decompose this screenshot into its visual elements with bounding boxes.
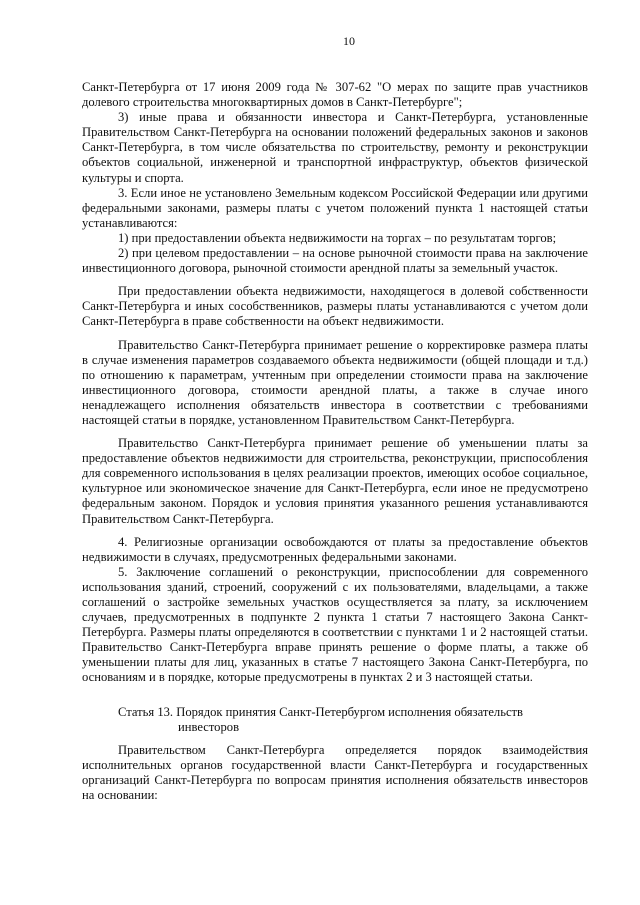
paragraph-shared-ownership: При предоставлении объекта недвижимости, находящегося в долевой собственности Санкт-Петербурга и иных сособственников, размеры платы устанавливаются с учетом доли Санкт-Петербурга в праве собственности на объект недвижимости. [82,284,588,329]
page-number: 10 [343,34,355,48]
paragraph-article-13: Правительством Санкт-Петербурга определяется порядок взаимодействия исполнительных органов государственной власти Санкт-Петербурга и государственных организаций Санкт-Петербурга по вопросам принятия исполнения обязательств инвесторов на основании: [82,742,588,803]
article-title-line-1: Статья 13. Порядок принятия Санкт-Петербургом исполнения обязательств [118,704,523,719]
paragraph-point-3: 3. Если иное не установлено Земельным кодексом Российской Федерации или другими федеральными законами, размеры платы с учетом положений пункта 1 настоящей статьи устанавливаются: [82,185,588,230]
paragraph-point-4: 4. Религиозные организации освобождаются от платы за предоставление объектов недвижимости в случаях, предусмотренных федеральными законами. [82,534,588,564]
paragraph-continuation: Санкт-Петербурга от 17 июня 2009 года № 307-62 "О мерах по защите прав участников долевого строительства многоквартирных домов в Санкт-Петербурге"; [82,80,588,110]
article-title [118,705,588,735]
paragraph-fee-correction: Правительство Санкт-Петербурга принимает решение о корректировке размера платы в случае изменения параметров создаваемого объекта недвижимости (общей площади и т.д.) по отношению к параметрам, учтенным при определении стоимости права на заключение инвестиционного договора, стоимости арендной платы, а также в случае иного ненадлежащего исполнения обязательств инвестора в соответствии с требованиями настоящей статьи в порядке, установленном Правительством Санкт-Петербурга. [82,337,588,427]
paragraph-fee-reduction: Правительство Санкт-Петербурга принимает решение об уменьшении платы за предоставление объектов недвижимости для строительства, реконструкции, приспособления для современного использования в целях реализации проектов, имеющих особое социальное, культурное или экономическое значение для Санкт-Петербурга, если иное не предусмотрено федеральным законом. Порядок и условия принятия указанного решения устанавливаются Правительством Санкт-Петербурга. [82,436,588,526]
article-title-line-2: инвесторов [178,719,240,734]
paragraph-item-3: 3) иные права и обязанности инвестора и Санкт-Петербурга, установленные Правительством Санкт-Петербурга на основании положений федеральных законов и законов Санкт-Петербурга, в том числе обязательства по строительству, ремонту и реконструкции объектов социальной, инженерной и транспортной инфраструктур, объектов физической культуры и спорта. [82,110,588,185]
paragraph-subitem-2: 2) при целевом предоставлении – на основе рыночной стоимости права на заключение инвестиционного договора, рыночной стоимости арендной платы за земельный участок. [82,246,588,276]
paragraph-subitem-1: 1) при предоставлении объекта недвижимости на торгах – по результатам торгов; [118,230,557,245]
paragraph-point-5: 5. Заключение соглашений о реконструкции, приспособлении для современного использования зданий, строений, сооружений с их пользователями, владельцами, а также соглашений о застройке земельных участков осуществляется за плату, за исключением случаев, предусмотренных в подпункте 2 пункта 1 статьи 7 настоящего Закона Санкт-Петербурга. Размеры платы определяются в соответствии с пунктами 1 и 2 настоящей статьи. Правительство Санкт-Петербурга вправе принять решение о форме платы, а также об уменьшении платы для лиц, указанных в статье 7 настоящего Закона Санкт-Петербурга, по основаниям и в порядке, которые предусмотрены в пунктах 2 и 3 настоящей статьи. [82,564,588,685]
